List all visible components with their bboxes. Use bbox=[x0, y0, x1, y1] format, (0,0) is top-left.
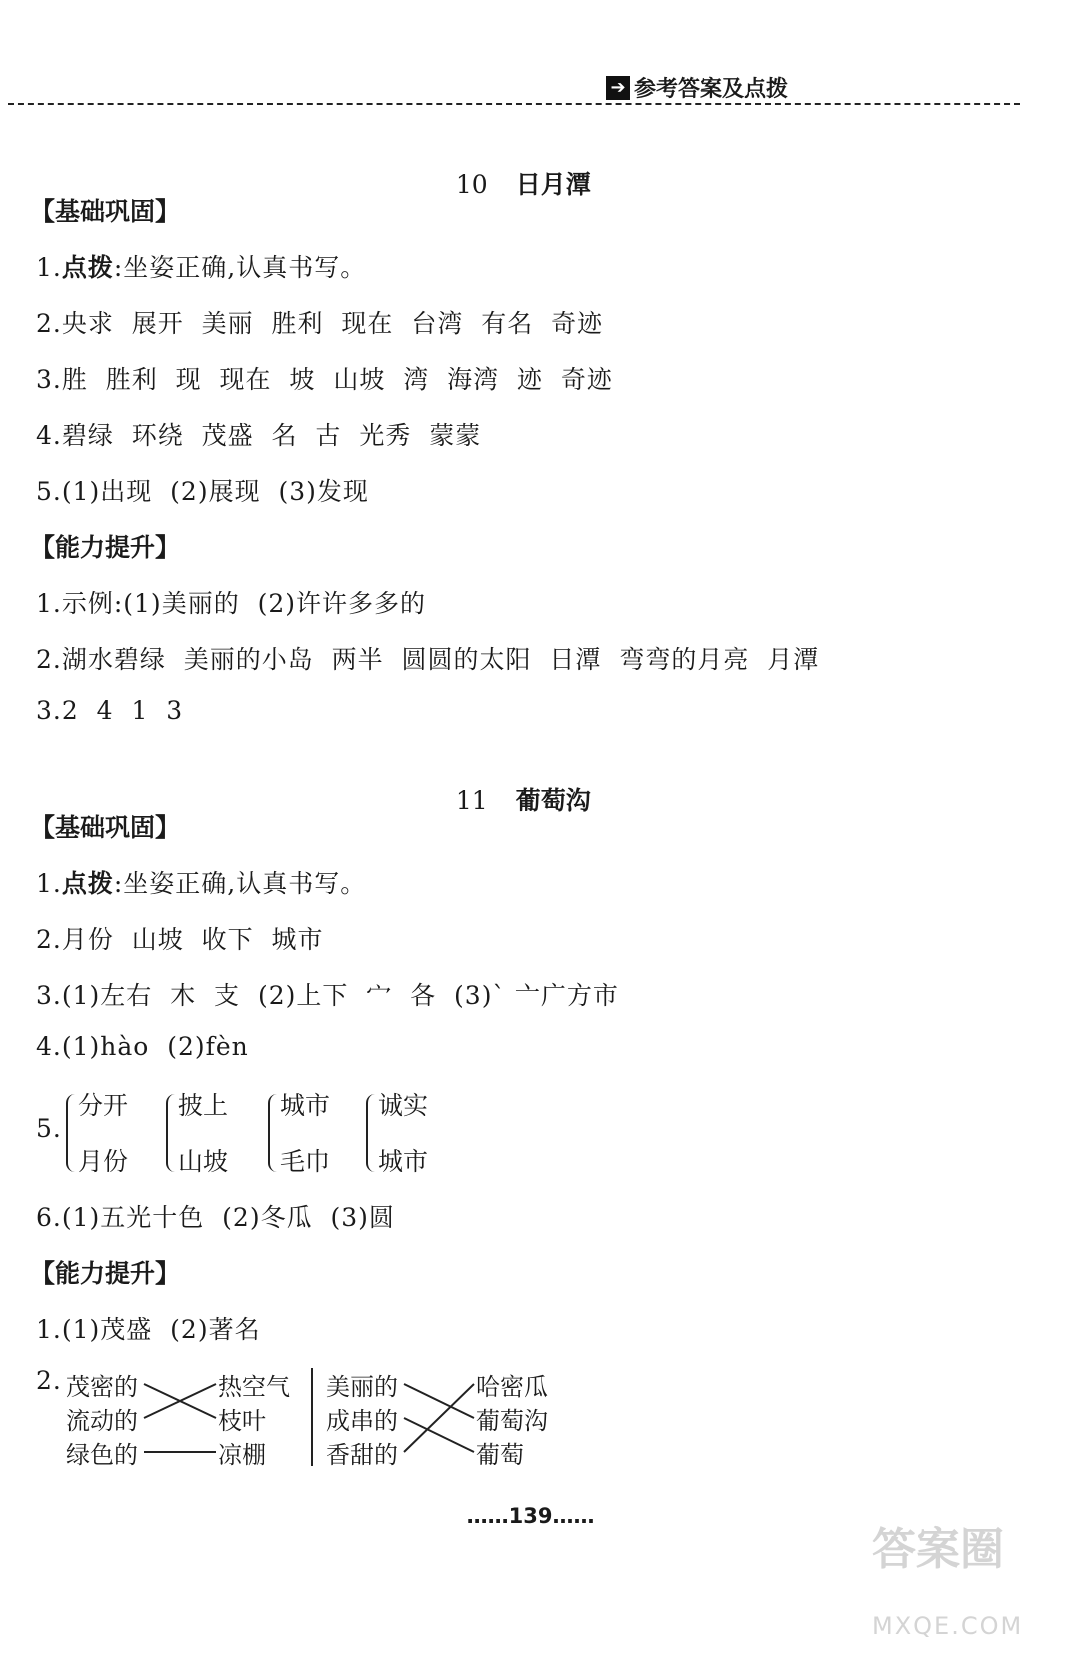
lesson-number: 10 bbox=[455, 170, 488, 199]
answer-prefix: 5. bbox=[36, 1114, 62, 1143]
answer-line: 3.2 4 1 3 bbox=[36, 696, 184, 725]
group-word-top: 诚实 bbox=[378, 1091, 429, 1120]
answer-text: :坐姿正确,认真书写。 bbox=[113, 253, 367, 282]
group-word-bottom: 毛巾 bbox=[280, 1147, 331, 1176]
group-word-top: 披上 bbox=[178, 1091, 229, 1120]
group-word-top: 分开 bbox=[78, 1091, 129, 1120]
answer-line: 5.(1)出现 (2)展现 (3)发现 bbox=[36, 477, 369, 506]
answer-text: :坐姿正确,认真书写。 bbox=[113, 869, 367, 898]
answer-line: 4.(1)hào (2)fèn bbox=[36, 1032, 249, 1061]
answer-tip-label: 点拨 bbox=[61, 869, 114, 898]
match-right-word: 哈密瓜 bbox=[476, 1373, 548, 1401]
group-word-top: 城市 bbox=[280, 1091, 331, 1120]
lesson-title: 日月潭 bbox=[515, 170, 591, 199]
answer-line: 3.(1)左右 木 支 (2)上下 宀 各 (3)` 亠广方市 bbox=[36, 981, 619, 1010]
group-word-bottom: 月份 bbox=[78, 1147, 129, 1176]
match-right-word: 热空气 bbox=[218, 1373, 290, 1401]
group-word-bottom: 城市 bbox=[378, 1147, 429, 1176]
section-heading-ability: 【能力提升】 bbox=[30, 533, 181, 562]
match-right-word: 葡萄 bbox=[476, 1441, 524, 1469]
watermark-logo: 答案圈 bbox=[872, 1524, 1004, 1575]
watermark bbox=[872, 1488, 1023, 1659]
dots-left: …… bbox=[466, 1504, 509, 1528]
answer-line: 2.月份 山坡 收下 城市 bbox=[36, 925, 324, 954]
answer-line: 6.(1)五光十色 (2)冬瓜 (3)圆 bbox=[36, 1203, 395, 1232]
answer-line: 3.胜 胜利 现 现在 坡 山坡 湾 海湾 迹 奇迹 bbox=[36, 365, 613, 394]
answer-line: 2.湖水碧绿 美丽的小岛 两半 圆圆的太阳 日潭 弯弯的月亮 月潭 bbox=[36, 645, 820, 674]
answer-line: 4.碧绿 环绕 茂盛 名 古 光秀 蒙蒙 bbox=[36, 421, 482, 450]
match-line bbox=[404, 1384, 474, 1452]
answer-prefix: 2. bbox=[36, 1366, 62, 1395]
match-left-word: 流动的 bbox=[66, 1407, 138, 1435]
lesson-number: 11 bbox=[455, 786, 488, 815]
match-left-word: 绿色的 bbox=[66, 1441, 138, 1469]
answer-line: 1.(1)茂盛 (2)著名 bbox=[36, 1315, 261, 1344]
answer-prefix: 1. bbox=[36, 253, 62, 282]
match-right-word: 凉棚 bbox=[218, 1441, 266, 1469]
answer-prefix: 1. bbox=[36, 869, 62, 898]
answer-line: 1.示例:(1)美丽的 (2)许许多多的 bbox=[36, 589, 426, 618]
match-left-word: 茂密的 bbox=[66, 1373, 138, 1401]
section-heading-ability: 【能力提升】 bbox=[30, 1259, 181, 1288]
match-right-word: 葡萄沟 bbox=[476, 1407, 548, 1435]
arrow-icon: ➔ bbox=[606, 76, 630, 100]
page-number-value: 139 bbox=[508, 1504, 553, 1528]
dots-right: …… bbox=[552, 1504, 595, 1528]
match-left-word: 成串的 bbox=[326, 1407, 398, 1435]
section-heading-basic: 【基础巩固】 bbox=[30, 813, 181, 842]
match-line bbox=[404, 1384, 474, 1418]
answer-tip-label: 点拨 bbox=[61, 253, 114, 282]
watermark-url: MXQE.COM bbox=[872, 1612, 1024, 1640]
match-line bbox=[404, 1418, 474, 1452]
lesson-title: 葡萄沟 bbox=[515, 786, 591, 815]
answer-line: 2.央求 展开 美丽 胜利 现在 台湾 有名 奇迹 bbox=[36, 309, 604, 338]
match-left-word: 美丽的 bbox=[326, 1373, 398, 1401]
match-left-word: 香甜的 bbox=[326, 1441, 398, 1469]
page-number bbox=[452, 1480, 594, 1528]
match-right-word: 枝叶 bbox=[218, 1407, 266, 1435]
section-heading-basic: 【基础巩固】 bbox=[30, 197, 181, 226]
header-label-text: 参考答案及点拨 bbox=[634, 77, 789, 102]
group-word-bottom: 山坡 bbox=[178, 1147, 229, 1176]
